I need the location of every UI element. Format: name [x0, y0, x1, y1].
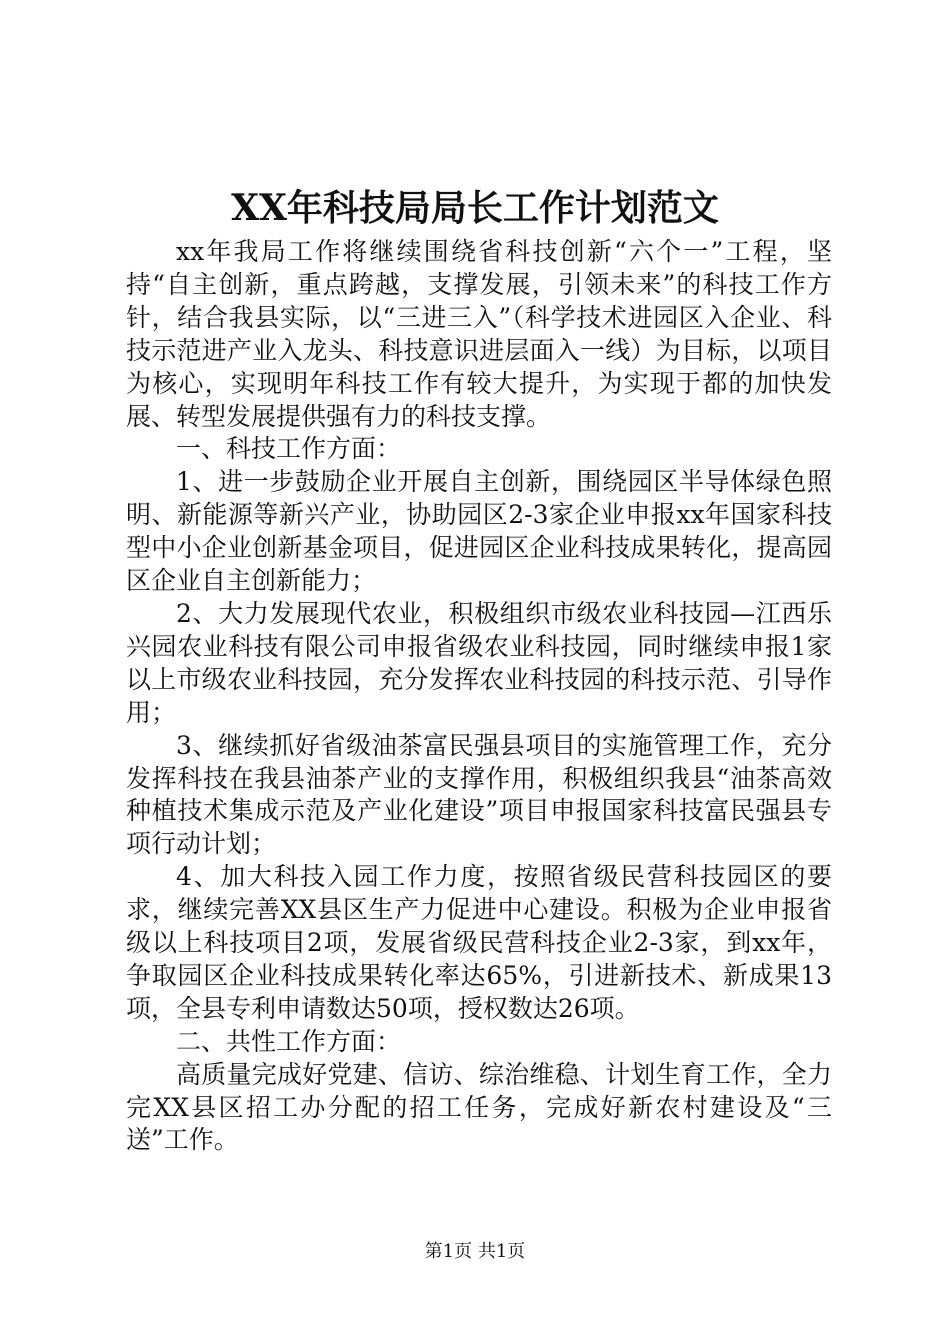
paragraph-common-work: 高质量完成好党建、信访、综治维稳、计划生育工作，全力完XX县区招工办分配的招工任务，完成好新农村建设及“三送”工作。 [126, 1059, 832, 1155]
paragraph-intro: xx年我局工作将继续围绕省科技创新“六个一”工程，坚持“自主创新，重点跨越，支撑发展，引领未来”的科技工作方针，结合我县实际，以“三进三入”（科学技术进园区入企业、科技示范进产业入龙头、科技意识进层面入一线）为目标，以项目为核心，实现明年科技工作有较大提升，为实现于都的加快发展、转型发展提供强有力的科技支撑。 [126, 237, 832, 431]
section-heading-common: 二、共性工作方面： [176, 1026, 402, 1056]
document-title: XX年科技局局长工作计划范文 [231, 187, 719, 229]
section-heading-tech: 一、科技工作方面： [176, 434, 402, 464]
page-footer: 第1页 共1页 [424, 1241, 526, 1262]
paragraph-item-4: 4、加大科技入园工作力度，按照省级民营科技园区的要求，继续完善XX县区生产力促进中心建设。积极为企业申报省级以上科技项目2项，发展省级民营科技企业2-3家，到xx年，争取园区企业科技成果转化率达65%，引进新技术、新成果13项，全县专利申请数达50项，授权数达26项。 [126, 862, 832, 1023]
document-body [126, 236, 832, 1157]
paragraph-item-1: 1、进一步鼓励企业开展自主创新，围绕园区半导体绿色照明、新能源等新兴产业，协助园区2-3家企业申报xx年国家科技型中小企业创新基金项目，促进园区企业科技成果转化，提高园区企业自主创新能力； [126, 467, 832, 596]
paragraph-item-3: 3、继续抓好省级油茶富民强县项目的实施管理工作，充分发挥科技在我县油茶产业的支撑作用，积极组织我县“油茶高效种植技术集成示范及产业化建设”项目申报国家科技富民强县专项行动计划； [126, 730, 832, 859]
paragraph-item-2: 2、大力发展现代农业，积极组织市级农业科技园—江西乐兴园农业科技有限公司申报省级农业科技园，同时继续申报1家以上市级农业科技园，充分发挥农业科技园的科技示范、引导作用； [126, 598, 832, 727]
